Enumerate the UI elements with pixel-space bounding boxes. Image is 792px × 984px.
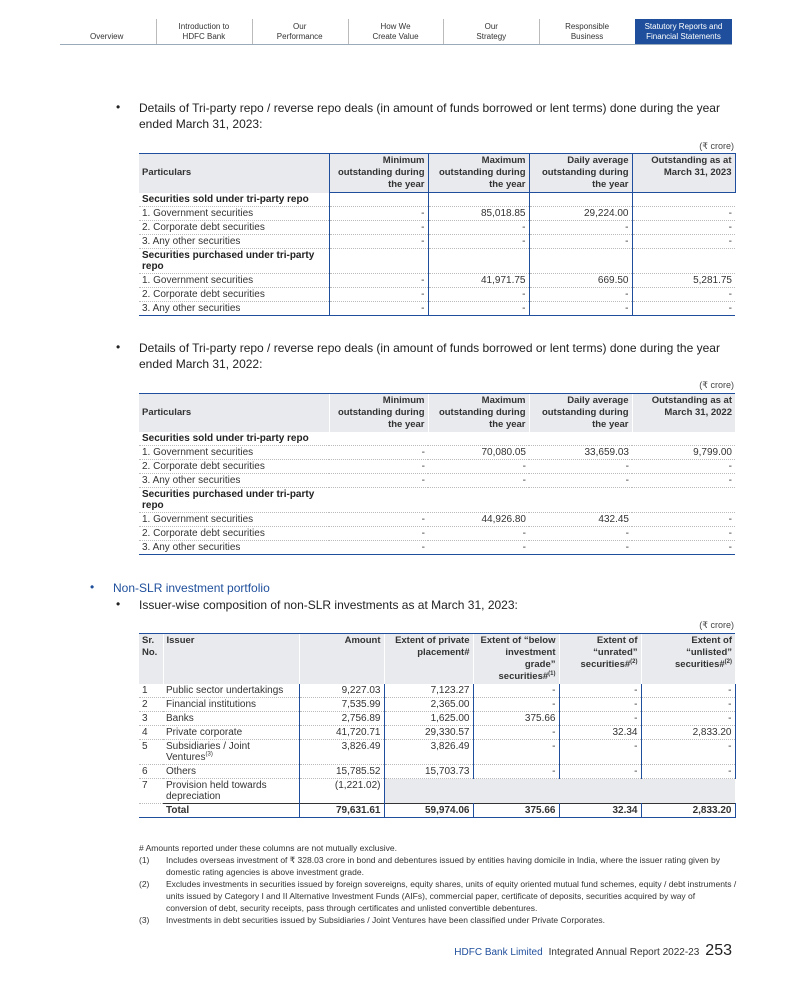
table-cell: - [329, 527, 428, 541]
row-issuer: Private corporate [163, 726, 299, 740]
table-cell: 3,826.49 [384, 740, 473, 765]
table-row [139, 460, 735, 474]
table-cell: - [329, 234, 428, 248]
table-cell: 2,365.00 [384, 698, 473, 712]
table-cell: - [329, 301, 428, 315]
section2-description: Details of Tri-party repo / reverse repo deals (in amount of funds borrowed or lent terms) done during the year ended March 31, 2022: [139, 341, 720, 371]
section3-description: Issuer-wise composition of non-SLR investments as at March 31, 2023: [139, 598, 518, 612]
row-issuer: Provision held towards depreciation [163, 779, 299, 804]
table-cell [632, 432, 735, 446]
column-header: Minimum outstanding during the year [329, 394, 428, 433]
row-label: 3. Any other securities [139, 541, 329, 555]
row-sr-no: 1 [139, 684, 163, 698]
table-cell: 41,971.75 [428, 273, 529, 287]
column-header: Daily average outstanding during the year [529, 394, 632, 433]
table-cell: 669.50 [529, 273, 632, 287]
table-cell: - [473, 726, 559, 740]
table-row [139, 684, 735, 698]
table-row [139, 513, 735, 527]
footnote-marker: (2) [139, 879, 150, 889]
table-cell [632, 488, 735, 513]
table-cell: 29,330.57 [384, 726, 473, 740]
table-cell: - [428, 287, 529, 301]
table-cell: 2,833.20 [641, 726, 735, 740]
row-sr-no: 6 [139, 765, 163, 779]
table-cell: - [559, 740, 641, 765]
table-cell [329, 488, 428, 513]
table-cell: 32.34 [559, 726, 641, 740]
table-cell [529, 193, 632, 207]
table-cell: - [428, 460, 529, 474]
table-cell: - [329, 446, 428, 460]
column-header-issuer: Issuer [163, 634, 299, 685]
tab-overview[interactable]: Overview [90, 32, 124, 41]
table-cell: - [641, 765, 735, 779]
table-cell: - [559, 684, 641, 698]
table-cell: - [632, 513, 735, 527]
row-label: 2. Corporate debt securities [139, 220, 329, 234]
column-header: Particulars [139, 394, 329, 433]
table-cell: 9,799.00 [632, 446, 735, 460]
table-cell: - [632, 206, 735, 220]
tab-introduction[interactable]: Introduction to HDFC Bank [156, 19, 252, 44]
table-cell: 375.66 [473, 712, 559, 726]
table-row [139, 765, 735, 779]
table-cell: - [428, 301, 529, 315]
section2-unit: (₹ crore) [699, 380, 734, 390]
tab-strategy[interactable]: Our Strategy [443, 19, 539, 44]
table-cell: - [428, 541, 529, 555]
table-cell [632, 193, 735, 207]
table-cell [329, 248, 428, 273]
table-cell: - [559, 712, 641, 726]
table-row [139, 474, 735, 488]
table-cell: - [329, 206, 428, 220]
table-row [139, 301, 735, 315]
footnote [139, 842, 737, 854]
table-cell [428, 193, 529, 207]
row-label: 1. Government securities [139, 446, 329, 460]
non-slr-investment-table [139, 633, 736, 818]
table-cell: - [428, 474, 529, 488]
table-row [139, 446, 735, 460]
footnote [139, 914, 737, 926]
table-section-row [139, 432, 735, 446]
table-cell: - [428, 220, 529, 234]
row-sr-no: 7 [139, 779, 163, 804]
table-cell: - [641, 698, 735, 712]
table-cell: - [529, 220, 632, 234]
table-cell: - [632, 301, 735, 315]
section3-heading: Non-SLR investment portfolio [113, 581, 270, 595]
table-cell: - [428, 527, 529, 541]
bullet-icon: • [90, 580, 95, 594]
column-header-sr: Sr. No. [139, 634, 163, 685]
table-cell: - [329, 474, 428, 488]
table-row [139, 206, 735, 220]
total-cell: 375.66 [473, 804, 559, 818]
row-label: 2. Corporate debt securities [139, 527, 329, 541]
total-cell: 32.34 [559, 804, 641, 818]
row-issuer: Financial institutions [163, 698, 299, 712]
table-cell [329, 193, 428, 207]
table-row [139, 726, 735, 740]
table-cell: - [329, 460, 428, 474]
table-cell: 70,080.05 [428, 446, 529, 460]
total-spacer [139, 804, 163, 818]
table-cell: 44,926.80 [428, 513, 529, 527]
table-cell: 15,703.73 [384, 765, 473, 779]
tri-party-repo-table-2022 [139, 393, 735, 555]
column-header: Outstanding as at March 31, 2023 [632, 154, 735, 193]
table-cell: - [329, 273, 428, 287]
column-header: Maximum outstanding during the year [428, 154, 529, 193]
row-issuer: Subsidiaries / Joint Ventures$^{(3)}$ [163, 740, 299, 765]
table-cell: - [329, 287, 428, 301]
table-cell: - [632, 541, 735, 555]
table-cell: - [329, 220, 428, 234]
table-cell: - [529, 301, 632, 315]
table-cell: - [473, 698, 559, 712]
table-cell: 85,018.85 [428, 206, 529, 220]
table-cell: - [632, 474, 735, 488]
section1-description: Details of Tri-party repo / reverse repo deals (in amount of funds borrowed or lent terms) done during the year ended March 31, 2023: [139, 101, 720, 131]
bullet-icon: • [116, 100, 121, 114]
table-cell: 29,224.00 [529, 206, 632, 220]
section1-unit: (₹ crore) [699, 141, 734, 151]
row-issuer: Banks [163, 712, 299, 726]
section-label: Securities purchased under tri-party repo [139, 248, 329, 273]
section3-unit: (₹ crore) [699, 620, 734, 630]
row-label: 1. Government securities [139, 206, 329, 220]
table-cell: 7,123.27 [384, 684, 473, 698]
table-cell: - [473, 765, 559, 779]
table-row [139, 287, 735, 301]
table-row [139, 273, 735, 287]
total-cell: 59,974.06 [384, 804, 473, 818]
table-cell: 7,535.99 [299, 698, 384, 712]
row-label: 3. Any other securities [139, 301, 329, 315]
table-cell: - [559, 698, 641, 712]
table-cell: 432.45 [529, 513, 632, 527]
table-cell [428, 432, 529, 446]
table-section-row [139, 488, 735, 513]
table-cell: 3,826.49 [299, 740, 384, 765]
row-label: 3. Any other securities [139, 474, 329, 488]
top-navigation [60, 19, 732, 45]
table-row [139, 220, 735, 234]
row-sr-no: 5 [139, 740, 163, 765]
table-cell: - [632, 287, 735, 301]
table-cell: - [559, 765, 641, 779]
tab-create-value[interactable]: How We Create Value [348, 19, 444, 44]
footer-brand: HDFC Bank Limited [454, 947, 543, 958]
table-cell [632, 248, 735, 273]
footnote-marker: (3) [139, 915, 150, 925]
table-cell [428, 248, 529, 273]
column-header: Daily average outstanding during the year [529, 154, 632, 193]
row-label: 2. Corporate debt securities [139, 287, 329, 301]
column-header-private: Extent of private placement# [384, 634, 473, 685]
total-row [139, 804, 735, 818]
table-cell: - [632, 460, 735, 474]
footnotes [139, 842, 737, 926]
bullet-icon: • [116, 597, 121, 611]
table-cell: - [641, 740, 735, 765]
table-cell: - [529, 287, 632, 301]
table-section-row [139, 248, 735, 273]
table-cell: (1,221.02) [299, 779, 384, 804]
row-sr-no: 2 [139, 698, 163, 712]
tri-party-repo-table-2023 [139, 153, 736, 316]
table-cell: - [632, 527, 735, 541]
column-header-amount: Amount [299, 634, 384, 685]
table-cell: 33,659.03 [529, 446, 632, 460]
tab-responsible-business[interactable]: Responsible Business [539, 19, 635, 44]
table-cell: - [529, 527, 632, 541]
footnote-text: Excludes investments in securities issued by foreign sovereigns, equity shares, units of equity oriented mutual fund schemes, equity / debt instruments / units issued by Category I and II Alternative Investment Funds (AIFs), commercial paper, certificate of deposits, securities acquired by way of conversion of debt, security receipts, pass through certificates and unlisted convertible debentures. [166, 879, 737, 913]
table-cell: - [632, 234, 735, 248]
table-row [139, 698, 735, 712]
column-header: Maximum outstanding during the year [428, 394, 529, 433]
table-cell: 5,281.75 [632, 273, 735, 287]
column-header-below: Extent of “below investment grade” securities#$^{(1)}$ [473, 634, 559, 685]
table-cell: - [529, 541, 632, 555]
footnote-text: Includes overseas investment of ₹ 328.03 crore in bond and debentures issued by entities having domicile in India, where the issuer rating given by domestic rating agencies is above investment grade. [166, 855, 720, 877]
table-cell [529, 248, 632, 273]
footnote-marker: (1) [139, 855, 150, 865]
bullet-icon: • [116, 340, 121, 354]
row-sr-no: 4 [139, 726, 163, 740]
shaded-empty-cell [384, 779, 735, 804]
page-footer [454, 942, 732, 960]
row-label: 3. Any other securities [139, 234, 329, 248]
table-cell: 9,227.03 [299, 684, 384, 698]
table-cell [428, 488, 529, 513]
table-row [139, 234, 735, 248]
table-cell: 2,756.89 [299, 712, 384, 726]
column-header: Particulars [139, 154, 329, 193]
table-cell: - [329, 513, 428, 527]
page-number: 253 [705, 942, 732, 959]
table-cell: - [529, 234, 632, 248]
column-header-unlisted: Extent of “unlisted” securities#$^{(2)}$ [641, 634, 735, 685]
tab-statutory-reports[interactable]: Statutory Reports and Financial Statements [635, 19, 732, 44]
footnote [139, 878, 737, 914]
table-cell: - [473, 684, 559, 698]
table-cell: - [428, 234, 529, 248]
section-label: Securities sold under tri-party repo [139, 193, 329, 207]
column-header: Outstanding as at March 31, 2022 [632, 394, 735, 433]
row-issuer: Public sector undertakings [163, 684, 299, 698]
column-header: Minimum outstanding during the year [329, 154, 428, 193]
table-cell: - [632, 220, 735, 234]
section-label: Securities sold under tri-party repo [139, 432, 329, 446]
footnote-text: # Amounts reported under these columns are not mutually exclusive. [139, 843, 397, 853]
footnote-text: Investments in debt securities issued by Subsidiaries / Joint Ventures have been classified under Private Corporates. [166, 915, 605, 925]
table-cell: - [641, 712, 735, 726]
table-row [139, 541, 735, 555]
footnote [139, 854, 737, 878]
row-label: 1. Government securities [139, 273, 329, 287]
table-cell: - [329, 541, 428, 555]
column-header-unrated: Extent of “unrated” securities#$^{(2)}$ [559, 634, 641, 685]
table-cell: 41,720.71 [299, 726, 384, 740]
row-label: 2. Corporate debt securities [139, 460, 329, 474]
table-cell: - [473, 740, 559, 765]
table-cell [329, 432, 428, 446]
table-row [139, 779, 735, 804]
section-label: Securities purchased under tri-party repo [139, 488, 329, 513]
table-row [139, 740, 735, 765]
total-label: Total [163, 804, 299, 818]
table-cell: 1,625.00 [384, 712, 473, 726]
total-cell: 2,833.20 [641, 804, 735, 818]
row-label: 1. Government securities [139, 513, 329, 527]
total-cell: 79,631.61 [299, 804, 384, 818]
row-issuer: Others [163, 765, 299, 779]
row-sr-no: 3 [139, 712, 163, 726]
table-cell [529, 432, 632, 446]
table-cell: - [641, 684, 735, 698]
table-section-row [139, 193, 735, 207]
table-cell: 15,785.52 [299, 765, 384, 779]
table-row [139, 712, 735, 726]
table-row [139, 527, 735, 541]
table-cell [529, 488, 632, 513]
footer-report: Integrated Annual Report 2022-23 [548, 947, 700, 958]
table-cell: - [529, 460, 632, 474]
tab-performance[interactable]: Our Performance [252, 19, 348, 44]
table-cell: - [529, 474, 632, 488]
